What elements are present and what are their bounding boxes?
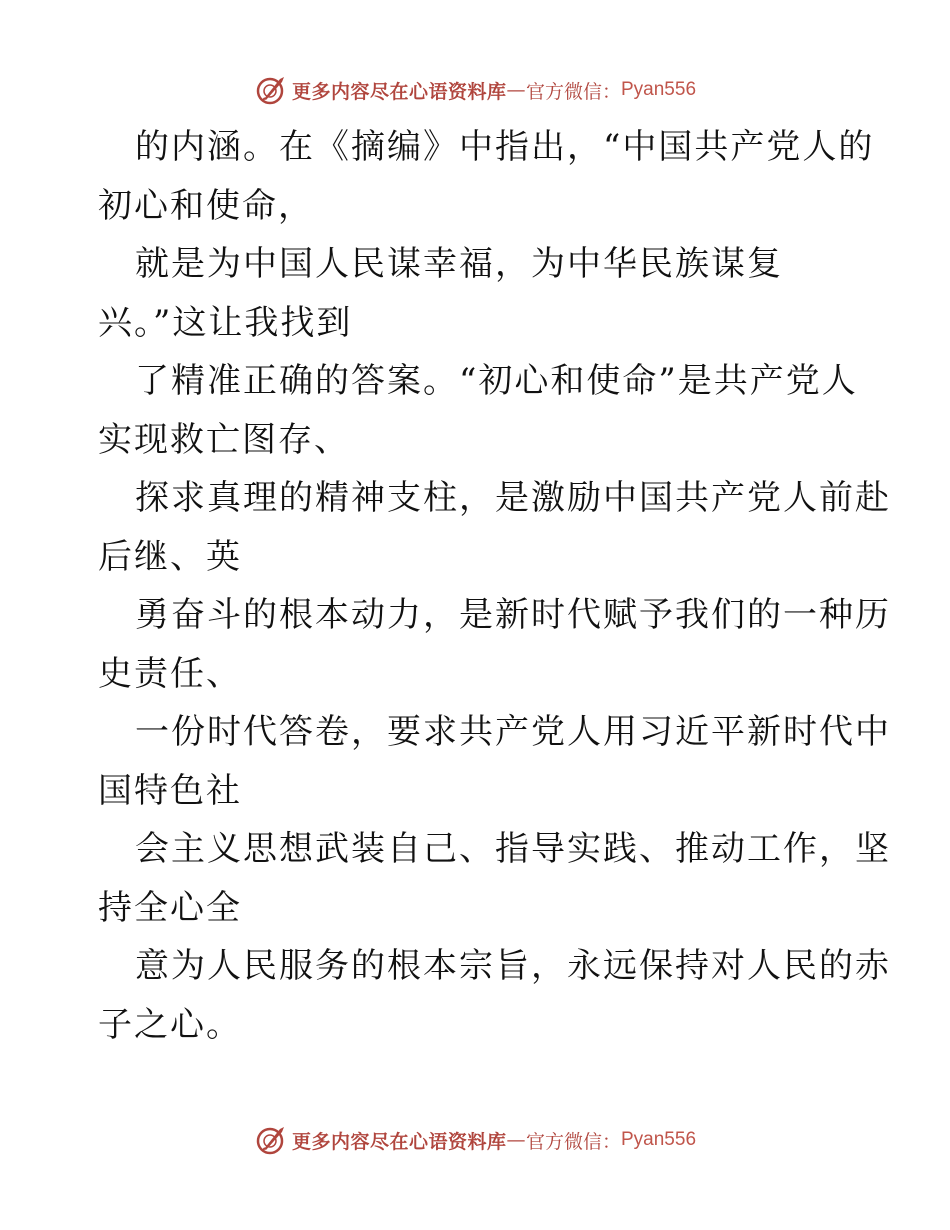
text-line: 史责任、 xyxy=(98,653,242,694)
text-line: 的内涵。在《摘编》中指出，“中国共产党人的 xyxy=(135,127,875,167)
text-line: 了精准正确的答案。“初心和使命”是共产党人 xyxy=(135,361,858,401)
text-line: 就是为中国人民谋幸福，为中华民族谋复 xyxy=(135,244,783,284)
banner-site-text: 更多内容尽在心语资料库 xyxy=(291,80,507,103)
quill-seal-icon xyxy=(254,73,288,107)
quill-seal-icon xyxy=(254,1123,288,1157)
header-banner xyxy=(0,70,950,110)
banner-wechat-id: Pyan556 xyxy=(621,1129,697,1150)
banner-site-text: 更多内容尽在心语资料库 xyxy=(291,1130,507,1153)
text-line: 初心和使命， xyxy=(98,185,314,226)
text-line: 国特色社 xyxy=(98,770,242,811)
text-line: 勇奋斗的根本动力，是新时代赋予我们的一种历 xyxy=(135,595,891,635)
banner-separator: — xyxy=(506,1129,526,1151)
text-line: 后继、英 xyxy=(98,536,242,577)
banner-wechat-label: 官方微信： xyxy=(525,80,621,103)
text-line: 会主义思想武装自己、指导实践、推动工作，坚 xyxy=(135,829,891,869)
text-line: 探求真理的精神支柱，是激励中国共产党人前赴 xyxy=(135,478,891,518)
text-line: 兴。”这让我找到 xyxy=(98,302,353,343)
banner-separator: — xyxy=(506,79,526,101)
banner-wechat-id: Pyan556 xyxy=(621,79,697,100)
banner-wechat-label: 官方微信： xyxy=(525,1130,621,1153)
document-body xyxy=(98,118,891,1054)
text-line: 意为人民服务的根本宗旨，永远保持对人民的赤 xyxy=(135,946,891,986)
text-line: 实现救亡图存、 xyxy=(98,419,350,460)
text-line: 子之心。 xyxy=(98,1004,242,1045)
text-line: 一份时代答卷，要求共产党人用习近平新时代中 xyxy=(135,712,891,752)
footer-banner xyxy=(0,1120,950,1160)
text-line: 持全心全 xyxy=(98,887,242,928)
